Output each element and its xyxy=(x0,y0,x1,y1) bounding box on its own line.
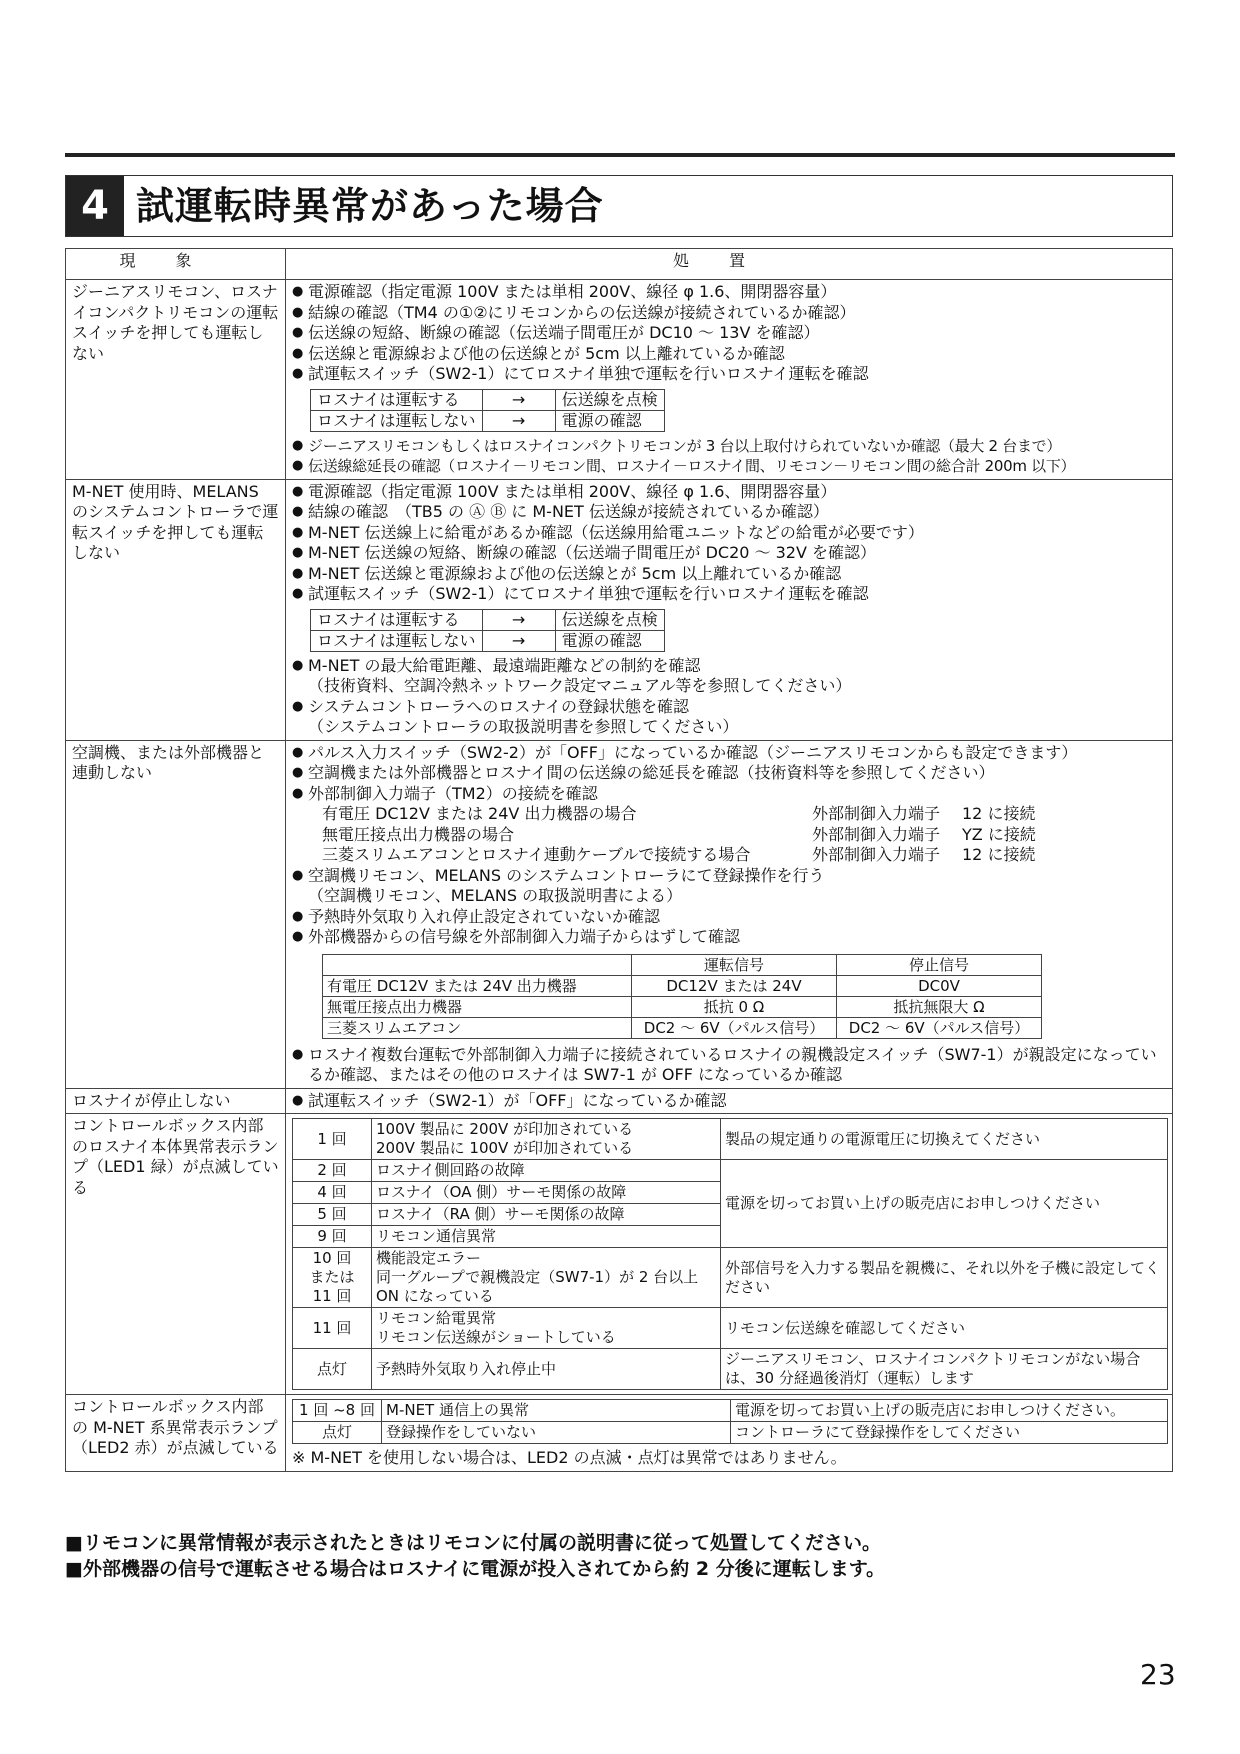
result-table xyxy=(310,609,665,652)
terminal-label: 外部制御入力端子 xyxy=(812,824,941,844)
table-row xyxy=(293,1349,1168,1390)
table-cell: DC2 ～ 6V（パルス信号） xyxy=(837,1017,1042,1038)
table-row xyxy=(323,996,1042,1017)
led1-table xyxy=(292,1118,1168,1390)
cause-cell: リモコン給電異常 リモコン伝送線がショートしている xyxy=(372,1308,721,1349)
table-row xyxy=(293,1119,1168,1160)
symptom-cell: ジーニアスリモコン、ロスナイコンパクトリモコンの運転スイッチを押しても運転しない xyxy=(66,280,286,480)
terminal-label: 外部制御入力端子 xyxy=(812,804,941,823)
table-header xyxy=(66,249,1173,280)
note-text: （技術資料、空調冷熱ネットワーク設定マニュアル等を参照してください） xyxy=(308,676,852,695)
arrow: → xyxy=(482,609,555,630)
cause-cell: ロスナイ（RA 側）サーモ関係の故障 xyxy=(372,1204,721,1226)
list-item: ● 結線の確認 （TB5 の Ⓐ Ⓑ に M-NET 伝送線が接続されているか確認） xyxy=(292,502,1166,523)
table-row xyxy=(293,1308,1168,1349)
table-row xyxy=(66,1088,1173,1114)
cause-cell: ロスナイ（OA 側）サーモ関係の故障 xyxy=(372,1182,721,1204)
table-cell: 無電圧接点出力機器 xyxy=(323,996,632,1017)
cause-cell: リモコン通信異常 xyxy=(372,1226,721,1248)
list-item: ● 伝送線の短絡、断線の確認（伝送端子間電圧が DC10 ～ 13V を確認） xyxy=(292,323,1166,344)
remedy-cell: リモコン伝送線を確認してください xyxy=(721,1308,1168,1349)
table-cell: ロスナイは運転しない xyxy=(311,410,483,431)
section-number: 4 xyxy=(66,176,124,236)
device-type: 三菱スリムエアコンとロスナイ連動ケーブルで接続する場合 xyxy=(322,845,751,864)
result-table xyxy=(310,389,665,432)
led2-table xyxy=(292,1399,1168,1444)
table-cell: ロスナイは運転する xyxy=(311,609,483,630)
arrow: → xyxy=(482,389,555,410)
section-header xyxy=(65,175,1173,237)
table-row xyxy=(66,280,1173,480)
list-item: ● システムコントローラへのロスナイの登録状態を確認 xyxy=(292,697,1166,718)
arrow: → xyxy=(482,410,555,431)
terminal-connection: 12 に接続 xyxy=(962,804,1036,823)
device-type: 有電圧 DC12V または 24V 出力機器の場合 xyxy=(322,804,637,823)
blink-count: 10 回 または 11 回 xyxy=(293,1248,372,1308)
table-row xyxy=(323,975,1042,996)
table-cell: 有電圧 DC12V または 24V 出力機器 xyxy=(323,975,632,996)
list-item: ● ジーニアスリモコンもしくはロスナイコンパクトリモコンが 3 台以上取付けられていないか確認（最大 2 台まで） xyxy=(292,436,1166,457)
note-text: ※ M-NET を使用しない場合は、LED2 の点滅・点灯は異常ではありません。 xyxy=(292,1448,847,1467)
list-item: ● M-NET 伝送線と電源線および他の伝送線とが 5cm 以上離れているか確認 xyxy=(292,564,1166,585)
symptom-cell: M-NET 使用時、MELANS のシステムコントローラで運転スイッチを押しても運転しない xyxy=(66,479,286,740)
list-item: ● ロスナイ複数台運転で外部制御入力端子に接続されているロスナイの親機設定スイッチ（SW7-1）が親設定になっているか確認、またはその他のロスナイは SW7-1 が OFF になっているか確認 xyxy=(292,1045,1166,1086)
blink-count: 4 回 xyxy=(293,1182,372,1204)
list-item: ● 電源確認（指定電源 100V または単相 200V、線径 φ 1.6、開閉器容量） xyxy=(292,482,1166,503)
remedy-cell: 電源を切ってお買い上げの販売店にお申しつけください xyxy=(721,1160,1168,1248)
symptom-cell: コントロールボックス内部のロスナイ本体異常表示ランプ（LED1 緑）が点滅している xyxy=(66,1114,286,1395)
table-row xyxy=(293,1248,1168,1308)
table-cell xyxy=(323,954,632,975)
list-item: ● 空調機リモコン、MELANS のシステムコントローラにて登録操作を行う xyxy=(292,866,1166,887)
remedy-cell: 製品の規定通りの電源電圧に切換えてください xyxy=(721,1119,1168,1160)
table-row xyxy=(311,410,665,431)
section-title: 試運転時異常があった場合 xyxy=(136,184,604,228)
list-item: ● 結線の確認（TM4 の①②にリモコンからの伝送線が接続されているか確認） xyxy=(292,303,1166,324)
cause-cell: 100V 製品に 200V が印加されている 200V 製品に 100V が印加されている xyxy=(372,1119,721,1160)
blink-count: 1 回 xyxy=(293,1119,372,1160)
table-cell: ロスナイは運転する xyxy=(311,389,483,410)
list-item: ● 電源確認（指定電源 100V または単相 200V、線径 φ 1.6、開閉器容量） xyxy=(292,282,1166,303)
table-cell: DC12V または 24V xyxy=(632,975,837,996)
symptom-cell: 空調機、または外部機器と連動しない xyxy=(66,740,286,1088)
table-header-cell: 停止信号 xyxy=(837,954,1042,975)
table-row xyxy=(66,1114,1173,1395)
remedy-cell: コントローラにて登録操作をしてください xyxy=(731,1422,1168,1444)
table-row xyxy=(293,1400,1168,1422)
blink-count: 2 回 xyxy=(293,1160,372,1182)
table-row xyxy=(311,609,665,630)
action-cell xyxy=(286,280,1173,480)
table-row xyxy=(293,1422,1168,1444)
list-item: ● 外部制御入力端子（TM2）の接続を確認 xyxy=(292,784,1166,805)
list-item: ● 試運転スイッチ（SW2-1）にてロスナイ単独で運転を行いロスナイ運転を確認 xyxy=(292,584,1166,605)
table-cell: DC2 ～ 6V（パルス信号） xyxy=(632,1017,837,1038)
header-action: 処置 xyxy=(286,249,1173,280)
table-row xyxy=(293,1160,1168,1182)
remedy-cell: 電源を切ってお買い上げの販売店にお申しつけください。 xyxy=(731,1400,1168,1422)
cause-cell: 登録操作をしていない xyxy=(382,1422,731,1444)
note-text: （システムコントローラの取扱説明書を参照してください） xyxy=(308,717,739,736)
list-item: ● 予熱時外気取り入れ停止設定されていないか確認 xyxy=(292,907,1166,928)
terminal-connection: 12 に接続 xyxy=(962,845,1036,864)
action-cell xyxy=(286,740,1173,1088)
remedy-cell: ジーニアスリモコン、ロスナイコンパクトリモコンがない場合は、30 分経過後消灯（運転）します xyxy=(721,1349,1168,1390)
blink-count: 9 回 xyxy=(293,1226,372,1248)
list-item: ● M-NET の最大給電距離、最遠端距離などの制約を確認 xyxy=(292,656,1166,677)
list-item: ● 試運転スイッチ（SW2-1）が「OFF」になっているか確認 xyxy=(292,1091,1166,1112)
table-row xyxy=(311,630,665,651)
table-cell: 伝送線を点検 xyxy=(555,609,664,630)
table-row xyxy=(311,389,665,410)
table-cell: DC0V xyxy=(837,975,1042,996)
table-row xyxy=(323,1017,1042,1038)
cause-cell: ロスナイ側回路の故障 xyxy=(372,1160,721,1182)
list-item: ● パルス入力スイッチ（SW2-2）が「OFF」になっているか確認（ジーニアスリモコンからも設定できます） xyxy=(292,743,1166,764)
arrow: → xyxy=(482,630,555,651)
note-text: （空調機リモコン、MELANS の取扱説明書による） xyxy=(308,886,683,905)
action-cell xyxy=(286,1395,1173,1472)
terminal-label: 外部制御入力端子 xyxy=(812,845,941,864)
terminal-list xyxy=(292,804,1166,866)
action-cell xyxy=(286,1088,1173,1114)
list-item: ● M-NET 伝送線の短絡、断線の確認（伝送端子間電圧が DC20 ～ 32V を確認） xyxy=(292,543,1166,564)
table-cell: 電源の確認 xyxy=(555,630,664,651)
symptom-cell: ロスナイが停止しない xyxy=(66,1088,286,1114)
top-rule xyxy=(65,153,1175,157)
page-number: 23 xyxy=(1140,1658,1176,1691)
cause-cell: M-NET 通信上の異常 xyxy=(382,1400,731,1422)
footer-note: ■リモコンに異常情報が表示されたときはリモコンに付属の説明書に従って処置してください。 xyxy=(65,1532,881,1554)
table-header-cell: 運転信号 xyxy=(632,954,837,975)
remedy-cell: 外部信号を入力する製品を親機に、それ以外を子機に設定してください xyxy=(721,1248,1168,1308)
table-cell: 伝送線を点検 xyxy=(555,389,664,410)
blink-count: 11 回 xyxy=(293,1308,372,1349)
troubleshooting-table xyxy=(65,248,1173,1472)
list-item: ● M-NET 伝送線上に給電があるか確認（伝送線用給電ユニットなどの給電が必要です） xyxy=(292,523,1166,544)
list-item: ● 試運転スイッチ（SW2-1）にてロスナイ単独で運転を行いロスナイ運転を確認 xyxy=(292,364,1166,385)
table-cell: 三菱スリムエアコン xyxy=(323,1017,632,1038)
cause-cell: 機能設定エラー 同一グループで親機設定（SW7-1）が 2 台以上 ON になっている xyxy=(372,1248,721,1308)
list-item: ● 外部機器からの信号線を外部制御入力端子からはずして確認 xyxy=(292,927,1166,948)
blink-count: 点灯 xyxy=(293,1349,372,1390)
signal-table xyxy=(322,954,1042,1039)
blink-count: 点灯 xyxy=(293,1422,382,1444)
action-cell xyxy=(286,479,1173,740)
terminal-connection: YZ に接続 xyxy=(962,824,1036,844)
table-cell: ロスナイは運転しない xyxy=(311,630,483,651)
list-item: ● 伝送線と電源線および他の伝送線とが 5cm 以上離れているか確認 xyxy=(292,344,1166,365)
table-row xyxy=(66,740,1173,1088)
blink-count: 5 回 xyxy=(293,1204,372,1226)
table-cell: 抵抗無限大 Ω xyxy=(837,996,1042,1017)
action-cell xyxy=(286,1114,1173,1395)
blink-count: 1 回 ~8 回 xyxy=(293,1400,382,1422)
footer-notes xyxy=(65,1530,885,1582)
table-row xyxy=(66,1395,1173,1472)
table-cell: 抵抗 0 Ω xyxy=(632,996,837,1017)
device-type: 無電圧接点出力機器の場合 xyxy=(322,824,515,844)
table-row xyxy=(323,954,1042,975)
symptom-cell: コントロールボックス内部の M-NET 系異常表示ランプ（LED2 赤）が点滅している xyxy=(66,1395,286,1472)
table-row xyxy=(66,479,1173,740)
table-cell: 電源の確認 xyxy=(555,410,664,431)
cause-cell: 予熱時外気取り入れ停止中 xyxy=(372,1349,721,1390)
footer-note: ■外部機器の信号で運転させる場合はロスナイに電源が投入されてから約 2 分後に運転します。 xyxy=(65,1558,886,1580)
header-phenomenon: 現象 xyxy=(66,249,286,280)
list-item: ● 空調機または外部機器とロスナイ間の伝送線の総延長を確認（技術資料等を参照してください） xyxy=(292,763,1166,784)
list-item: ● 伝送線総延長の確認（ロスナイ－リモコン間、ロスナイ－ロスナイ間、リモコン－リモコン間の総合計 200m 以下） xyxy=(292,456,1166,477)
